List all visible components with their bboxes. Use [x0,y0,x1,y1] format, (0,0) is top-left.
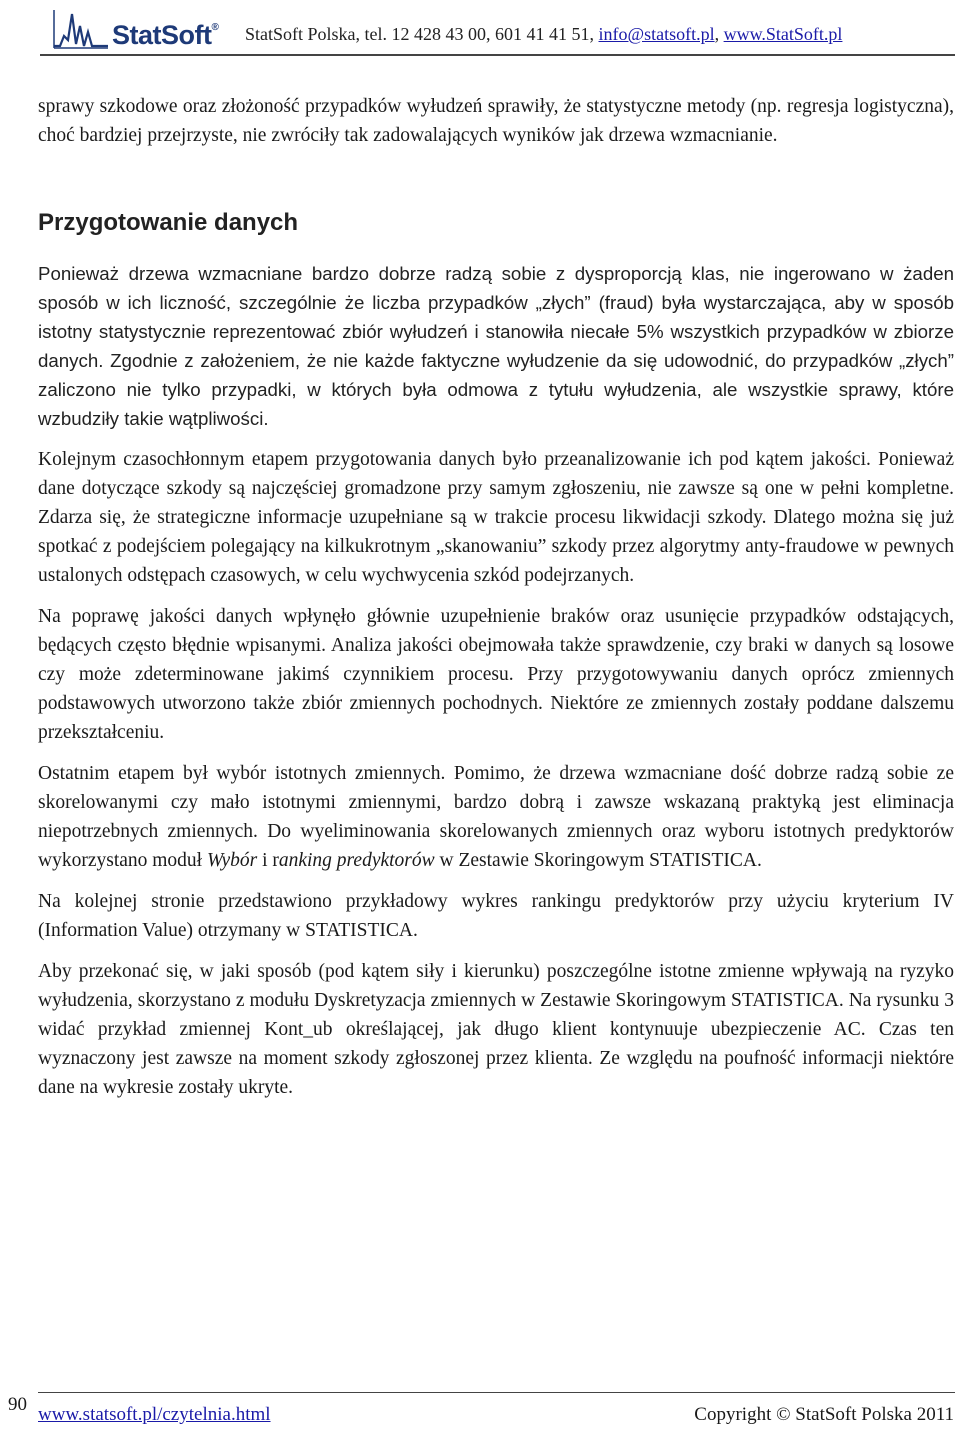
email-link[interactable]: info@statsoft.pl [598,24,715,44]
header-contact: StatSoft Polska, tel. 12 428 43 00, 601 41 41 51, info@statsoft.pl, www.StatSoft.pl [245,24,843,44]
footer-divider [38,1392,955,1393]
module-name-italic: Wybór [206,850,258,871]
paragraph-3: Na poprawę jakości danych wpłynęło głównie uzupełnienie braków oraz usunięcie przypadków odstających, będących często błędnie wpisanymi. Analiza jakości obejmowała także sprawdzenie, czy braki w danych są losowe czy może zdeterminowane jakimś czynnikiem procesu. Przy przygotowywaniu danych oprócz zmiennych podstawowych utworzono także zbiór zmiennych pochodnych. Niektóre ze zmiennych zostały poddane dalszemu przekształceniu. [38,606,954,743]
page-footer [0,1394,960,1428]
logo-waveform-icon [52,6,110,50]
intro-paragraph: sprawy szkodowe oraz złożoność przypadków wyłudzeń sprawiły, że statystyczne metody (np. regresja logistyczna), choć bardziej przejrzyste, nie zwróciły tak zadowalających wyników jak drzewa wzmacnianie. [38,96,954,146]
section-heading: Przygotowanie danych [38,209,299,236]
page-number: 90 [8,1394,27,1415]
paragraph-6: Aby przekonać się, w jaki sposób (pod kątem siły i kierunku) poszczególne istotne zmienne wpływają na ryzyko wyłudzenia, skorzystano z modułu Dyskretyzacja zmiennych w Zestawie Skoringowym STATISTICA. Na rysunku 3 widać przykład zmiennej Kont_ub określającej, jak długo klient kontynuuje ubezpieczenie AC. Czas ten wyznaczony jest zawsze na moment szkody zgłoszonej przez klienta. Ze względu na poufność informacji niektóre dane na wykresie zostały ukryte. [38,961,954,1098]
paragraph-2: Kolejnym czasochłonnym etapem przygotowania danych było przeanalizowanie ich pod kątem jakości. Ponieważ dane dotyczące szkody są najczęściej gromadzone przy samym zgłoszeniu, nie zawsze są one w pełni kompletne. Zdarza się, że strategiczne informacje uzupełniane są w trakcie procesu likwidacji szkody. Dlatego można się już spotkać z podejściem polegający na kilkukrotnym „skanowaniu” szkody przez algorytmy anty-fraudowe w pewnych ustalonych odstępach czasowych, w celu wychwycenia szkód podejrzanych. [38,449,954,586]
statsoft-logo [52,6,272,50]
page-header [40,4,955,56]
module-name-italic-2: anking predyktorów [278,850,435,871]
paragraph-1: Ponieważ drzewa wzmacniane bardzo dobrze radzą sobie z dysproporcją klas, nie ingerowano w żaden sposób w ich liczność, szczególnie że liczba przypadków „złych” (fraud) była wystarczająca, aby w sposób istotny statystycznie reprezentować zbiór wyłudzeń i stanowiła niecałe 5% wszystkich przypadków w zbiorze danych. Zgodnie z założeniem, że nie każde faktyczne wyłudzenie da się udowodnić, do przypadków „złych” zaliczono nie tylko przypadki, w których była odmowa z tytułu wyłudzenia, ale wszystkie sprawy, które wzbudziły takie wątpliwości. [38,263,954,429]
footer-link[interactable]: www.statsoft.pl/czytelnia.html [38,1404,271,1425]
paragraph-4: Ostatnim etapem był wybór istotnych zmiennych. Pomimo, że drzewa wzmacniane dość dobrze radzą sobie ze skorelowanymi czy mało istotnymi zmiennymi, bardzo dobrą i zawsze wskazaną praktyką jest eliminacja niepotrzebnych zmiennych. Do wyeliminowania skorelowanych zmiennych oraz wyboru istotnych predyktorów wykorzystano moduł Wybór i ranking predyktorów w Zestawie Skoringowym STATISTICA. [38,763,954,871]
paragraph-5: Na kolejnej stronie przedstawiono przykładowy wykres rankingu predyktorów przy użyciu kryterium IV (Information Value) otrzymany w STATISTICA. [38,891,954,941]
website-link[interactable]: www.StatSoft.pl [723,24,843,44]
contact-text: StatSoft Polska, tel. 12 428 43 00, 601 41 41 51, [245,24,599,44]
copyright-text: Copyright © StatSoft Polska 2011 [694,1404,954,1425]
page-content [38,92,954,1114]
logo-wordmark: StatSoft® [112,20,219,50]
